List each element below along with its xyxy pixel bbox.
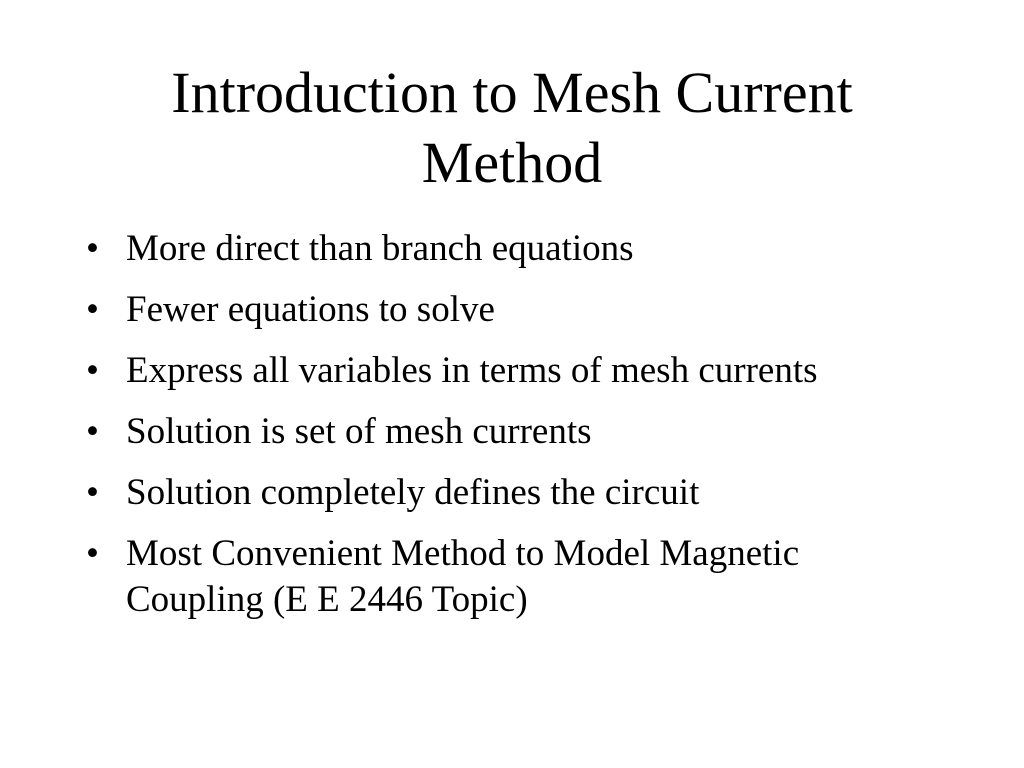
bullet-dot-icon: • [86, 350, 99, 391]
bullet-item [86, 531, 946, 623]
bullet-text: Fewer equations to solve [126, 289, 495, 330]
bullet-item [86, 287, 946, 333]
bullet-text: More direct than branch equations [126, 228, 634, 269]
bullet-item [86, 470, 946, 516]
bullet-dot-icon: • [86, 533, 99, 574]
bullet-dot-icon: • [86, 411, 99, 452]
bullet-item [86, 409, 946, 455]
bullet-text: Most Convenient Method to Model Magnetic Coupling (E E 2446 Topic) [126, 533, 800, 620]
bullet-item [86, 226, 946, 272]
bullet-dot-icon: • [86, 228, 99, 269]
bullet-list [86, 226, 946, 638]
bullet-text: Express all variables in terms of mesh currents [126, 350, 818, 391]
bullet-dot-icon: • [86, 289, 99, 330]
bullet-item [86, 348, 946, 394]
slide-title: Introduction to Mesh Current Method [171, 60, 853, 195]
bullet-text: Solution completely defines the circuit [126, 472, 700, 513]
bullet-dot-icon: • [86, 472, 99, 513]
bullet-text: Solution is set of mesh currents [126, 411, 592, 452]
